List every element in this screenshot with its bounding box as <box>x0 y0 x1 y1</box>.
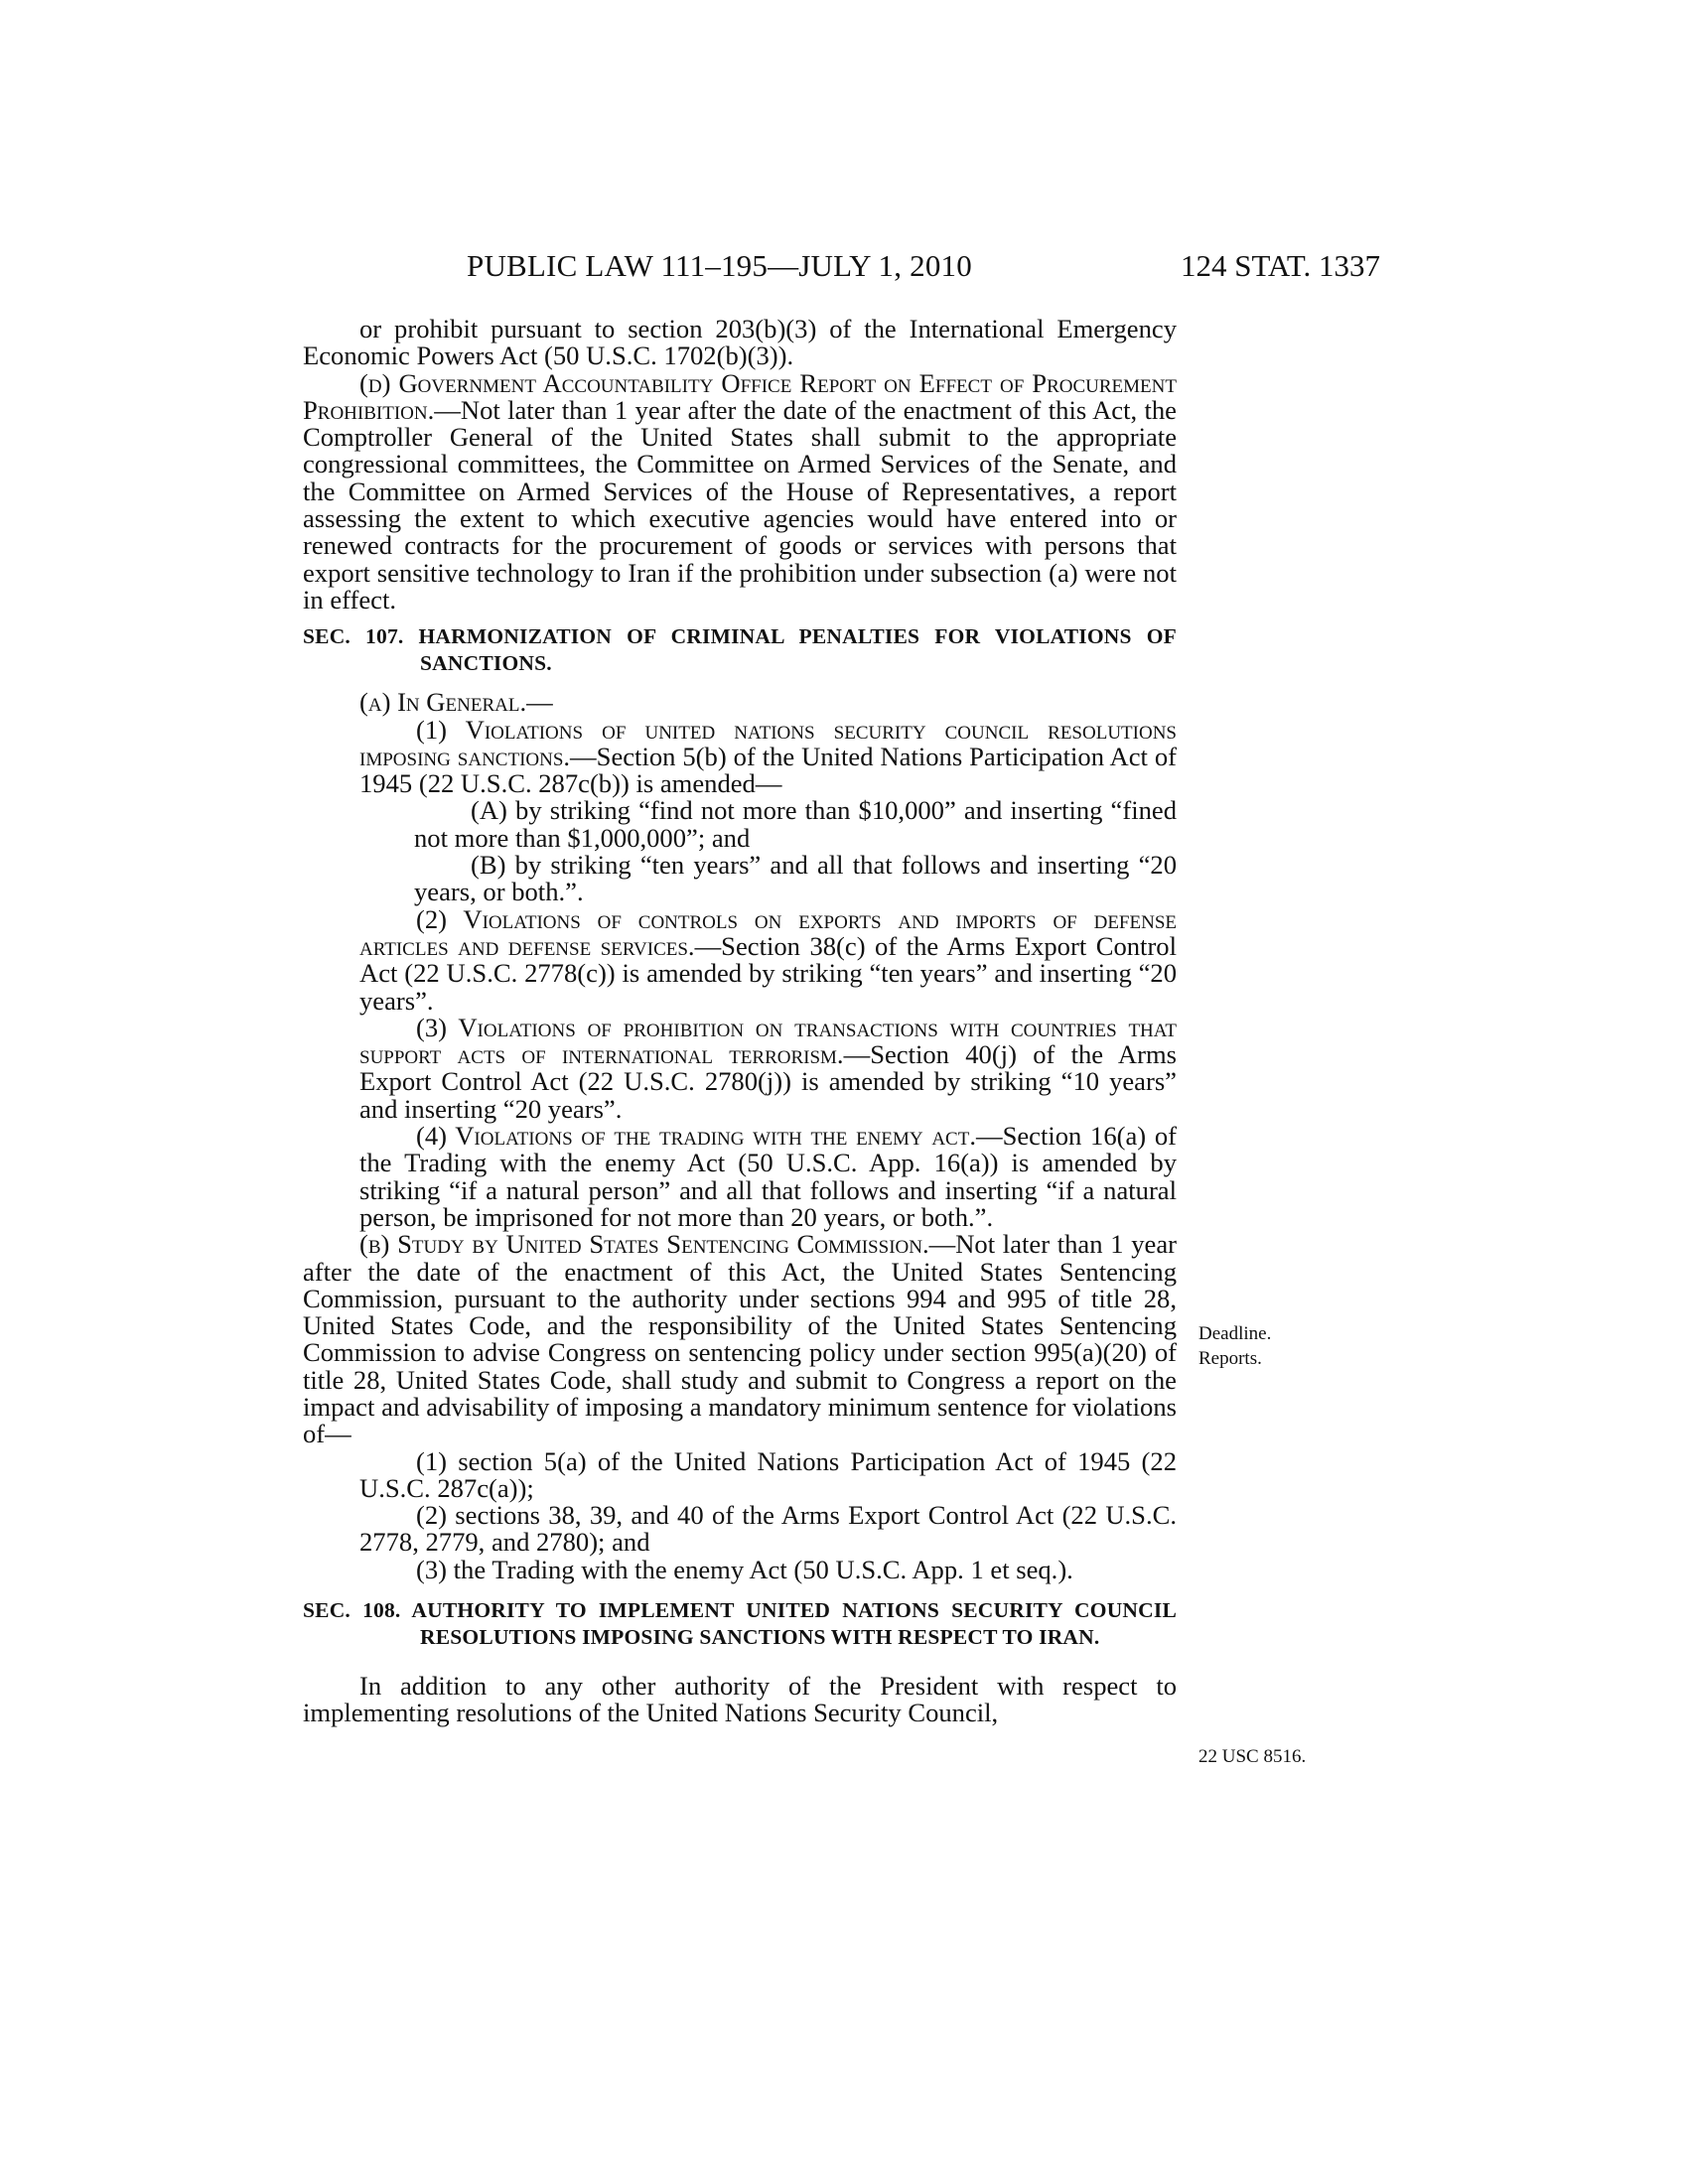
paragraph-a3 <box>303 1012 1178 1124</box>
paragraph-a4 <box>303 1123 1177 1231</box>
margin-note-deadline-reports <box>1198 1321 1271 1371</box>
paragraph-a3-text: Section 40(j) of the Arms Export Control Act (22 U.S.C. 2780(j)) is amended by striking “10 years” and inserting “20 years”. <box>359 1039 1178 1124</box>
page-header <box>467 248 1380 288</box>
margin-note-deadline: Deadline. <box>1198 1323 1272 1344</box>
statute-page-number: 124 STAT. 1337 <box>1180 248 1380 283</box>
subsection-a-label: (a) In General.— <box>359 687 553 718</box>
paragraph-a2-text: Section 38(c) of the Arms Export Control Act (22 U.S.C. 2778(c)) is amended by striking “ten years” and inserting “20 years”. <box>359 930 1177 1016</box>
section-108-heading: SEC. 108. AUTHORITY TO IMPLEMENT UNITED NATIONS SECURITY COUNCIL RESOLUTIONS IMPOSING SANCTIONS WITH RESPECT TO IRAN. <box>303 1598 1177 1650</box>
paragraph-continuation: or prohibit pursuant to section 203(b)(3) of the International Emergency Economic Powers Act (50 U.S.C. 1702(b)(3)). <box>303 314 1177 371</box>
margin-note-usc-citation: 22 USC 8516. <box>1198 1746 1307 1767</box>
paragraph-a2 <box>303 903 1177 1016</box>
document-body <box>303 316 1177 1727</box>
clause-a1B: (B) by striking “ten years” and all that follows and inserting “20 years, or both.”. <box>414 850 1177 907</box>
paragraph-b2: (2) sections 38, 39, and 40 of the Arms Export Control Act (22 U.S.C. 2778, 2779, and 2780); and <box>359 1500 1177 1558</box>
paragraph-a4-text: Section 16(a) of the Trading with the enemy Act (50 U.S.C. App. 16(a)) is amended by striking “if a natural person” and all that follows and inserting “if a natural person, be imprisoned for not more than 20 years, or both.”. <box>359 1121 1178 1232</box>
subsection-b-heading: (b) Study by United States Sentencing Commission.— <box>359 1229 956 1260</box>
subsection-d <box>303 367 1177 614</box>
subsection-b-text: Not later than 1 year after the date of the enactment of this Act, the United States Sentencing Commission, pursuant to the authority under sections 994 and 995 of title 28, United States Code, and the responsibility of the United States Sentencing Commission to advise Congress on sentencing policy under section 995(a)(20) of title 28, United States Code, shall study and submit to Congress a report on the impact and advisability of imposing a mandatory minimum sentence for violations of— <box>303 1229 1177 1449</box>
public-law-title: PUBLIC LAW 111–195—JULY 1, 2010 <box>467 248 972 283</box>
paragraph-b1: (1) section 5(a) of the United Nations Participation Act of 1945 (22 U.S.C. 287c(a)); <box>359 1445 1177 1503</box>
section-108-text: In addition to any other authority of the President with respect to implementing resolutions of the United Nations Security Council, <box>303 1671 1177 1728</box>
paragraph-b3: (3) the Trading with the enemy Act (50 U.S.C. App. 1 et seq.). <box>416 1554 1073 1584</box>
paragraph-a1 <box>303 714 1177 799</box>
subsection-d-heading: (d) Government Accountability Office Report on Effect of Procurement Prohibition.— <box>303 367 1177 425</box>
subsection-d-text: Not later than 1 year after the date of the enactment of this Act, the Comptroller General of the United States shall submit to the appropriate congressional committees, the Committee on Armed Services of the Senate, and the Committee on Armed Services of the House of Representatives, a report assessing the extent to which executive agencies would have entered into or renewed contracts for the procurement of goods or services with persons that export sensitive technology to Iran if the prohibition under subsection (a) were not in effect. <box>303 394 1177 614</box>
margin-note-reports: Reports. <box>1198 1348 1262 1369</box>
paragraph-a1-heading: (1) Violations of united nations security council resolutions imposing sanctions.— <box>359 714 1177 771</box>
clause-a1A: (A) by striking “find not more than $10,000” and inserting “fined not more than $1,000,000”; and <box>414 795 1177 853</box>
section-107-heading: SEC. 107. HARMONIZATION OF CRIMINAL PENALTIES FOR VIOLATIONS OF SANCTIONS. <box>303 624 1177 676</box>
subsection-b <box>303 1231 1177 1447</box>
paragraph-a4-heading: (4) Violations of the trading with the enemy act.— <box>416 1121 1003 1152</box>
paragraph-a1-text: Section 5(b) of the United Nations Participation Act of 1945 (22 U.S.C. 287c(b)) is amended— <box>359 741 1177 799</box>
paragraph-a3-heading: (3) Violations of prohibition on transactions with countries that support acts of international terrorism.— <box>359 1012 1177 1070</box>
subsection-a-heading <box>303 689 1177 716</box>
paragraph-a2-heading: (2) Violations of controls on exports and imports of defense articles and defense services.— <box>359 903 1177 961</box>
